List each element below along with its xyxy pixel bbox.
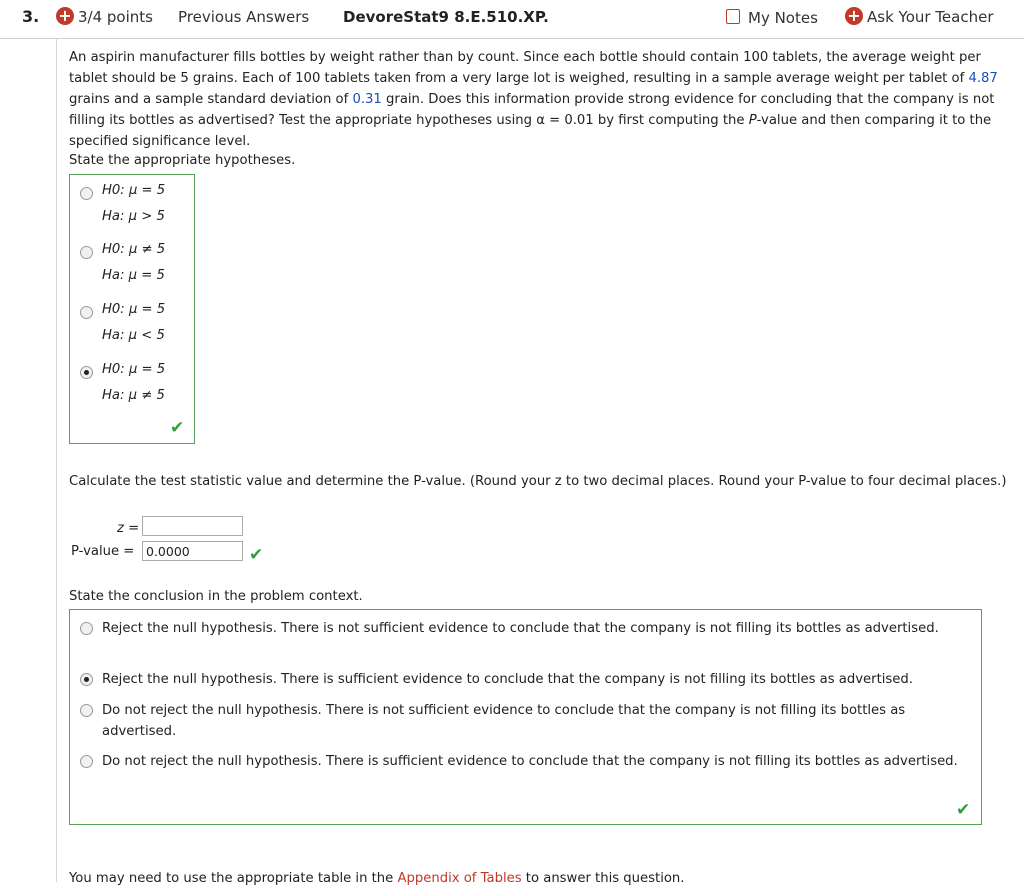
conclusion-radio-1[interactable] (80, 622, 93, 635)
conclusion-choices (69, 609, 982, 825)
conclusion-option-4: Do not reject the null hypothesis. There is sufficient evidence to conclude that the company is not filling its bottles as advertised. (102, 754, 958, 769)
plus-icon: + (56, 7, 74, 25)
question-body (56, 39, 1024, 886)
points-label: 3/4 points (78, 8, 153, 26)
z-input[interactable] (142, 516, 243, 536)
question-text-4: -value and then comparing it to the specified significance level. (69, 113, 992, 149)
table-hint-post: to answer this question. (521, 871, 685, 886)
conclusion-option-2: Reject the null hypothesis. There is sufficient evidence to conclude that the company is not filling its bottles as advertised. (102, 672, 913, 687)
p-value-input[interactable]: 0.0000 (142, 541, 243, 561)
conclusion-radio-4[interactable] (80, 755, 93, 768)
table-hint (69, 871, 684, 886)
hypothesis-4-h0: H0: μ = 5 (102, 362, 166, 377)
correct-check-icon: ✔ (249, 545, 264, 565)
question-text-1: An aspirin manufacturer fills bottles by weight rather than by count. Since each bottle should contain 100 tablets, the average weight per tablet should be 5 grains. Each of 100 tablets taken from a very large lot is weighed, resulting in a sample average weight per tablet of (69, 50, 981, 86)
sample-mean-value: 4.87 (968, 71, 998, 86)
conclusion-option-1: Reject the null hypothesis. There is not sufficient evidence to conclude that the company is not filling its bottles as advertised. (102, 621, 939, 636)
table-hint-pre: You may need to use the appropriate table in the (69, 871, 398, 886)
question-text-2: grains and a sample standard deviation of (69, 92, 353, 107)
hypothesis-3-ha: Ha: μ < 5 (102, 328, 165, 343)
question-header (0, 0, 1024, 39)
hypothesis-3-h0: H0: μ = 5 (102, 302, 166, 317)
previous-answers-link[interactable]: Previous Answers (178, 8, 310, 26)
p-value-label: P-value = (71, 544, 135, 559)
hypothesis-radio-2[interactable] (80, 246, 93, 259)
conclusion-radio-2[interactable] (80, 673, 93, 686)
ask-teacher-link[interactable] (845, 5, 994, 27)
plus-icon: + (845, 7, 863, 25)
conclusion-option-3: Do not reject the null hypothesis. There is not sufficient evidence to conclude that the company is not filling its bottles as advertised. (102, 703, 906, 739)
z-label: z = (117, 521, 140, 536)
my-notes-label: My Notes (748, 9, 818, 27)
problem-code: DevoreStat9 8.E.510.XP. (343, 8, 549, 26)
state-hypotheses-label: State the appropriate hypotheses. (69, 153, 296, 168)
points-indicator[interactable] (56, 5, 153, 27)
notes-icon (726, 9, 740, 24)
hypotheses-choices (69, 174, 195, 444)
hypothesis-4-ha: Ha: μ ≠ 5 (102, 388, 165, 403)
appendix-link[interactable]: Appendix of Tables (397, 871, 522, 886)
conclusion-radio-3[interactable] (80, 704, 93, 717)
hypothesis-radio-4[interactable] (80, 366, 93, 379)
sample-sd-value: 0.31 (352, 92, 382, 107)
hypothesis-radio-3[interactable] (80, 306, 93, 319)
conclusion-label: State the conclusion in the problem context. (69, 589, 363, 604)
ask-teacher-label: Ask Your Teacher (867, 8, 994, 26)
calc-instructions: Calculate the test statistic value and determine the P-value. (Round your z to two decimal places. Round your P-value to four decimal places.) (69, 474, 1007, 489)
question-text-3: grain. Does this information provide strong evidence for concluding that the company is not filling its bottles as advertised? Test the appropriate hypotheses using α = 0.01 by first computing the (69, 92, 995, 128)
hypothesis-1-h0: H0: μ = 5 (102, 183, 166, 198)
hypothesis-1-ha: Ha: μ > 5 (102, 209, 165, 224)
my-notes-link[interactable] (726, 8, 818, 27)
hypothesis-2-h0: H0: μ ≠ 5 (102, 242, 166, 257)
hypothesis-radio-1[interactable] (80, 187, 93, 200)
question-text (69, 47, 1007, 152)
correct-check-icon: ✔ (956, 800, 971, 820)
hypothesis-2-ha: Ha: μ = 5 (102, 268, 165, 283)
question-number: 3. (22, 7, 40, 26)
p-italic: P (748, 113, 757, 128)
correct-check-icon: ✔ (170, 418, 185, 438)
